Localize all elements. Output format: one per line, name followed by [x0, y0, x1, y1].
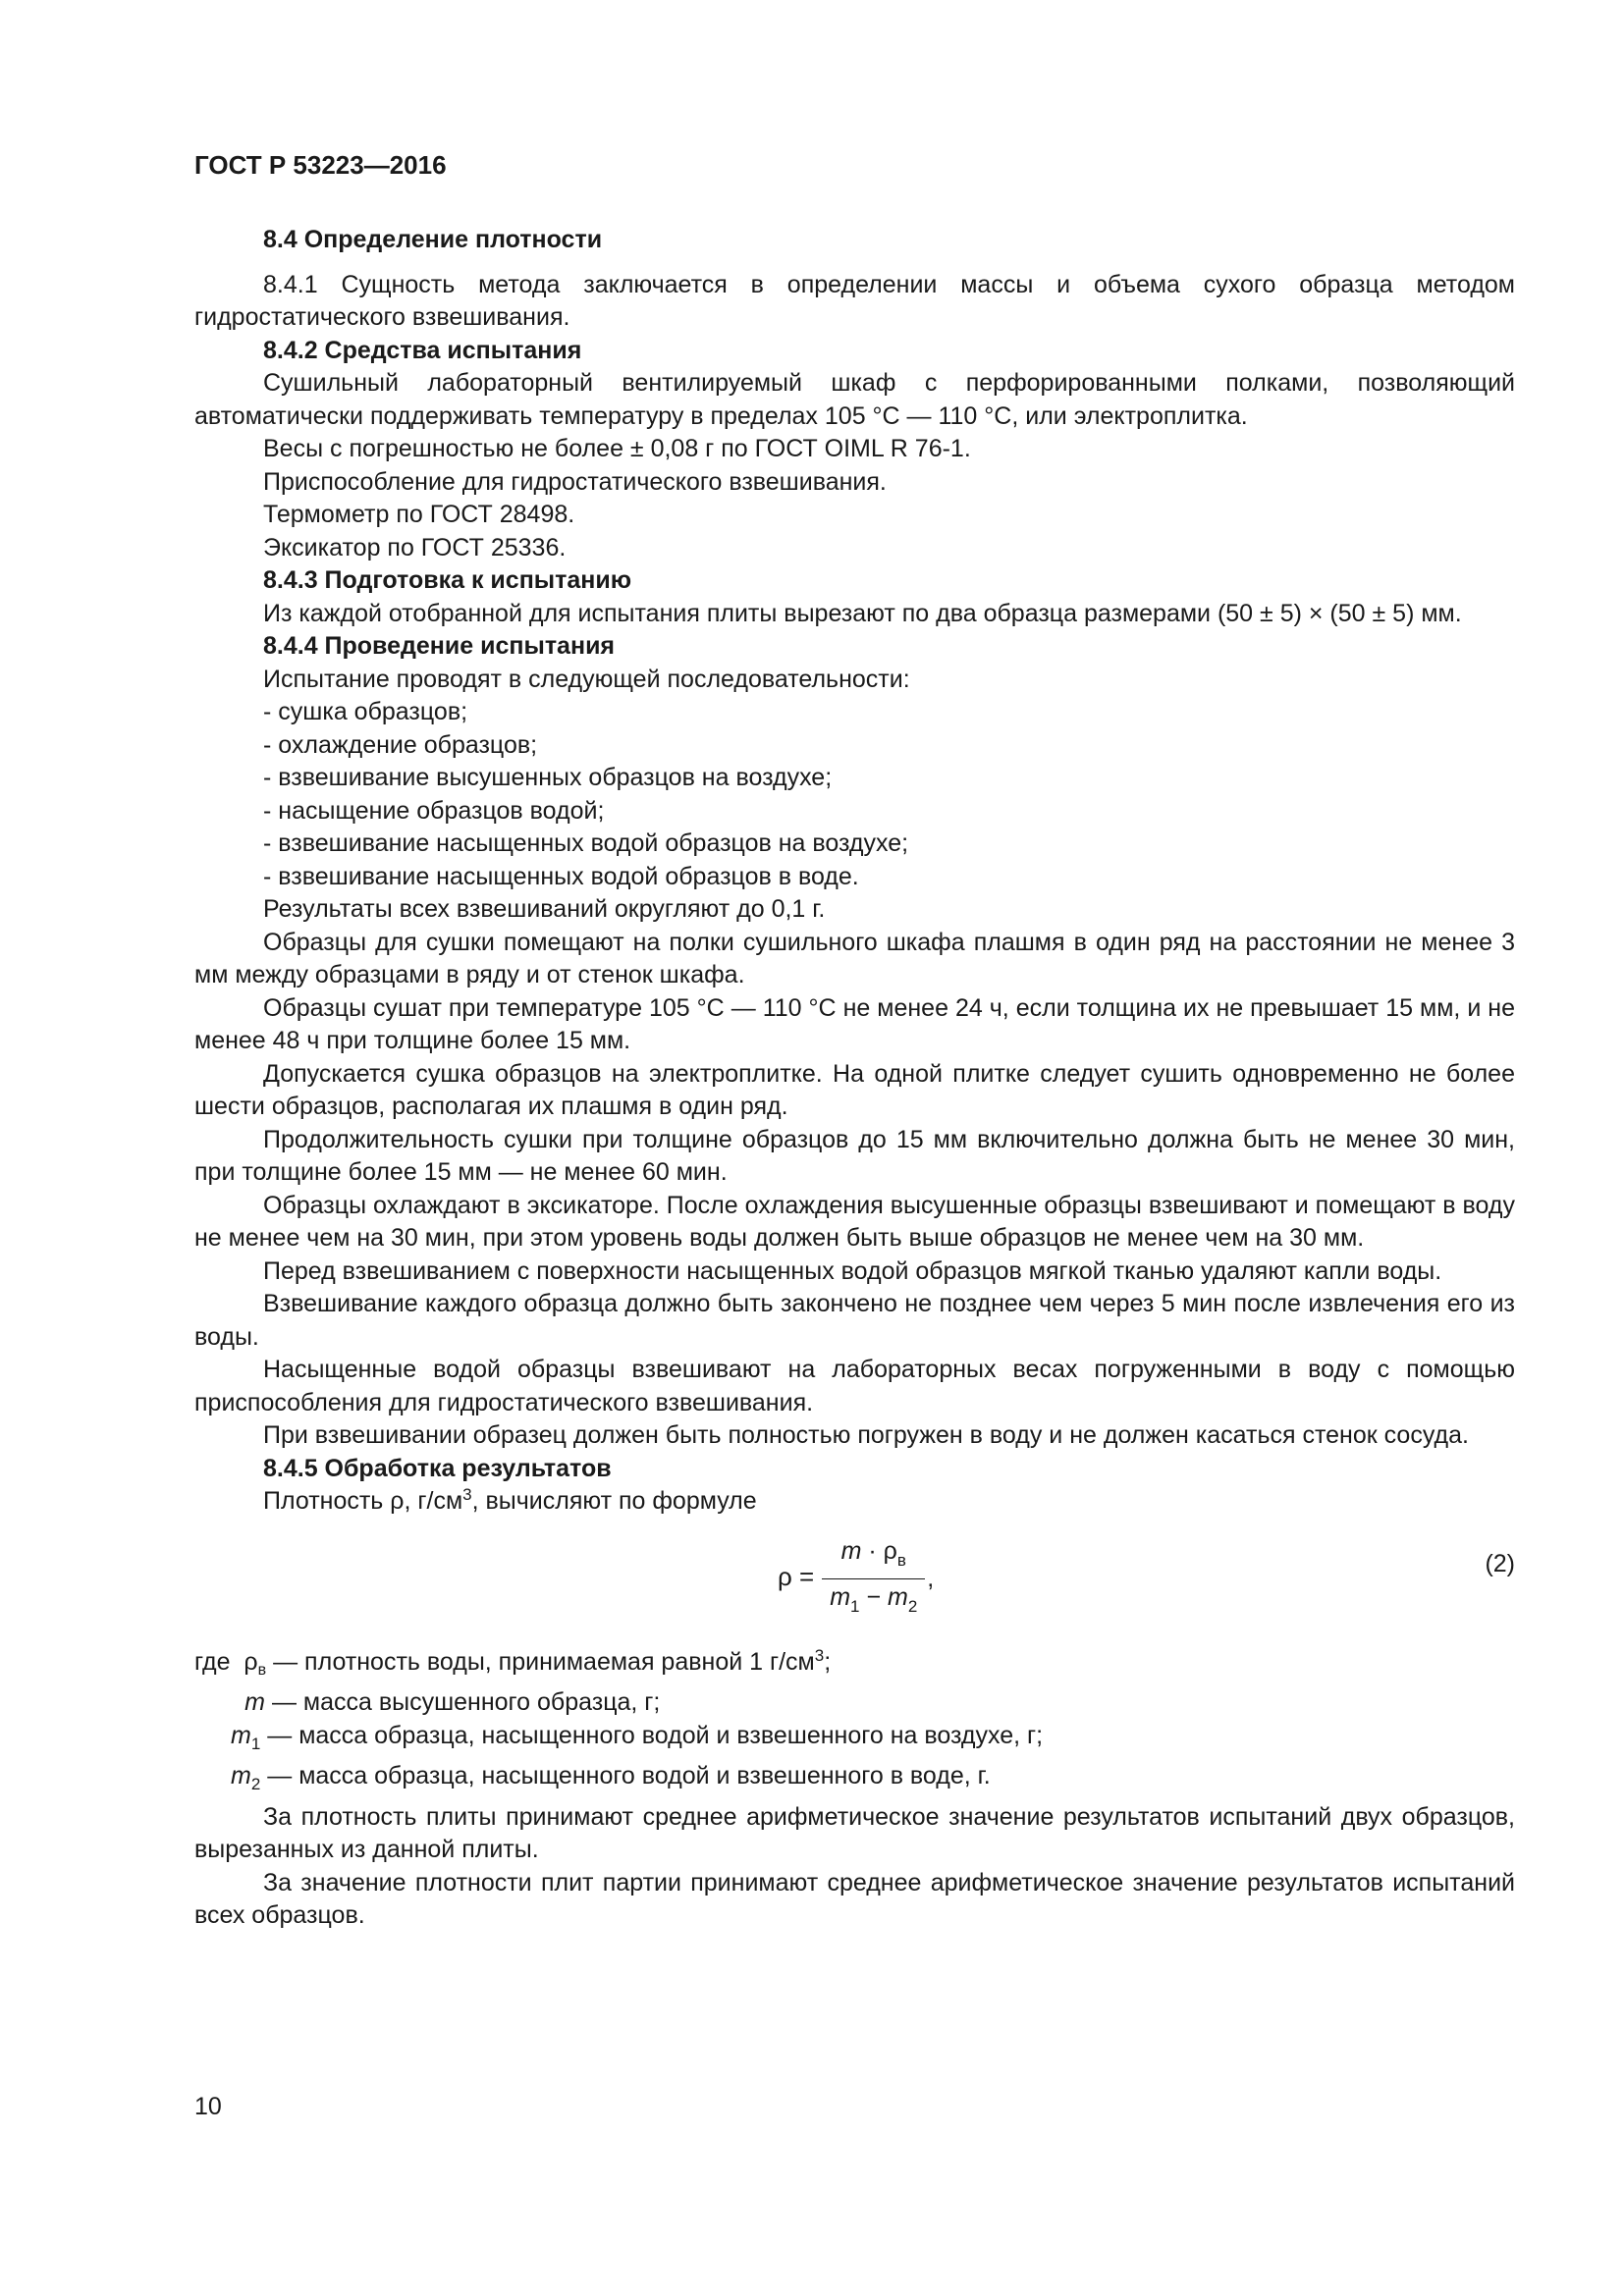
den-m2-sub: 2	[907, 1597, 918, 1616]
density-unit-sup: 3	[462, 1485, 472, 1504]
formula-comma: ,	[927, 1564, 935, 1592]
legend-where: где	[194, 1647, 231, 1676]
formula-denominator	[822, 1579, 925, 1622]
heading-8-4-4: 8.4.4 Проведение испытания	[263, 632, 616, 660]
equipment-item: Эксикатор по ГОСТ 25336.	[263, 533, 567, 561]
heading-8-4-3: 8.4.3 Подготовка к испытанию	[263, 566, 632, 594]
step-item: - взвешивание высушенных образцов на воздухе;	[263, 764, 833, 791]
paragraph-density-intro	[194, 1485, 1515, 1519]
equipment-item: Весы с погрешностью не более ± 0,08 г по ГОСТ OIML R 76-1.	[263, 435, 971, 462]
section-title: 8.4 Определение плотности	[263, 226, 603, 253]
legend-m2-text: — масса образца, насыщенного водой и взвешенного в воде, г.	[260, 1762, 991, 1789]
formula-legend	[194, 1646, 1515, 1801]
paragraph: Образцы для сушки помещают на полки сушильного шкафа плашмя в один ряд на расстоянии не менее 3 мм между образцами в ряду и от стенок шкафа.	[194, 928, 1515, 988]
legend-m-sym: m	[244, 1688, 265, 1716]
paragraph: Взвешивание каждого образца должно быть закончено не позднее чем через 5 мин после извлечения его из воды.	[194, 1290, 1515, 1351]
paragraph-sequence: Испытание проводят в следующей последовательности:	[263, 665, 910, 693]
legend-rho-b-sym	[244, 1647, 267, 1679]
legend-m2	[194, 1760, 1515, 1801]
density-intro-tail: , вычисляют по формуле	[471, 1487, 757, 1515]
legend-m1-sym: m	[231, 1721, 251, 1749]
legend-rho-b-text: — плотность воды, принимаемая равной 1 г/см	[266, 1647, 815, 1676]
den-m1: m	[830, 1583, 851, 1611]
rho-b-sub: в	[257, 1661, 267, 1679]
step-item: - взвешивание насыщенных водой образцов в воде.	[263, 862, 859, 890]
formula-fraction	[822, 1536, 925, 1623]
document-body	[194, 224, 1515, 1933]
paragraph: Образцы сушат при температуре 105 °С — 110 °С не менее 24 ч, если толщина их не превышает 15 мм, и не менее 48 ч при толщине более 15 мм.	[194, 993, 1515, 1054]
legend-rho-b-end: ;	[824, 1647, 832, 1676]
legend-m1-sub: 1	[250, 1734, 261, 1753]
paragraph: Образцы охлаждают в эксикаторе. После охлаждения высушенные образцы взвешивают и помещают в воду не менее чем на 30 мин, при этом уровень воды должен быть выше образцов не менее чем на 30 мм.	[194, 1191, 1515, 1252]
legend-m-text: — масса высушенного образца, г;	[265, 1688, 661, 1716]
paragraph: Допускается сушка образцов на электроплитке. На одной плитке следует сушить одновременно не более шести образцов, располагая их плашмя в один ряд.	[194, 1059, 1515, 1120]
paragraph: При взвешивании образец должен быть полностью погружен в воду и не должен касаться стенок сосуда.	[263, 1421, 1469, 1449]
paragraph-final: За значение плотности плит партии принимают среднее арифметическое значение результатов испытаний всех образцов.	[194, 1868, 1515, 1929]
paragraph-8-4-3: Из каждой отобранной для испытания плиты вырезают по два образца размерами (50 ± 5) × (50 ± 5) мм.	[263, 599, 1462, 627]
legend-m1-text: — масса образца, насыщенного водой и взвешенного на воздухе, г;	[260, 1721, 1044, 1749]
den-m2: m	[888, 1583, 908, 1611]
den-m1-sub: 1	[850, 1597, 860, 1616]
density-intro-text: Плотность ρ, г/см	[263, 1487, 463, 1515]
formula-lhs: ρ =	[778, 1561, 815, 1591]
formula-2	[194, 1526, 1515, 1640]
num-m: m	[840, 1536, 862, 1565]
formula-number: (2)	[1485, 1549, 1515, 1577]
step-item: - взвешивание насыщенных водой образцов на воздухе;	[263, 829, 909, 857]
legend-m2-sym: m	[231, 1762, 251, 1789]
rho-b-letter: ρ	[244, 1647, 258, 1676]
paragraph: Результаты всех взвешиваний округляют до 0,1 г.	[263, 895, 826, 923]
page-header-standard: ГОСТ Р 53223—2016	[194, 150, 447, 180]
legend-m1	[194, 1720, 1515, 1761]
step-item: - охлаждение образцов;	[263, 730, 538, 759]
paragraph-final: За плотность плиты принимают среднее арифметическое значение результатов испытаний двух образцов, вырезанных из данной плиты.	[194, 1802, 1515, 1863]
equipment-item: Приспособление для гидростатического взвешивания.	[263, 467, 887, 496]
heading-8-4-2: 8.4.2 Средства испытания	[263, 336, 582, 364]
legend-rho-b	[194, 1646, 1515, 1687]
num-rho: · ρ	[861, 1536, 897, 1565]
legend-m	[194, 1686, 1515, 1720]
num-rho-sub: в	[896, 1550, 906, 1570]
equipment-item: Сушильный лабораторный вентилируемый шкаф с перфорированными полками, позволяющий автоматически поддерживать температуру в пределах 105 °С — 110 °С, или электроплитка.	[194, 369, 1515, 430]
equipment-item: Термометр по ГОСТ 28498.	[263, 501, 575, 528]
density-formula	[778, 1532, 934, 1623]
paragraph-8-4-1: 8.4.1 Сущность метода заключается в определении массы и объема сухого образца методом гидростатического взвешивания.	[194, 270, 1515, 331]
step-item: - сушка образцов;	[263, 698, 468, 725]
paragraph: Продолжительность сушки при толщине образцов до 15 мм включительно должна быть не менее 30 мин, при толщине более 15 мм — не менее 60 мин.	[194, 1125, 1515, 1186]
den-minus: −	[859, 1583, 888, 1611]
legend-rho-b-sup: 3	[814, 1645, 825, 1665]
formula-numerator	[834, 1536, 914, 1578]
heading-8-4-5: 8.4.5 Обработка результатов	[263, 1454, 612, 1482]
legend-m2-sub: 2	[250, 1775, 261, 1793]
paragraph: Насыщенные водой образцы взвешивают на лабораторных весах погруженными в воду с помощью приспособления для гидростатического взвешивания.	[194, 1356, 1515, 1416]
step-item: - насыщение образцов водой;	[263, 796, 605, 825]
paragraph: Перед взвешиванием с поверхности насыщенных водой образцов мягкой тканью удаляют капли воды.	[263, 1256, 1442, 1285]
page-number: 10	[194, 2093, 222, 2120]
